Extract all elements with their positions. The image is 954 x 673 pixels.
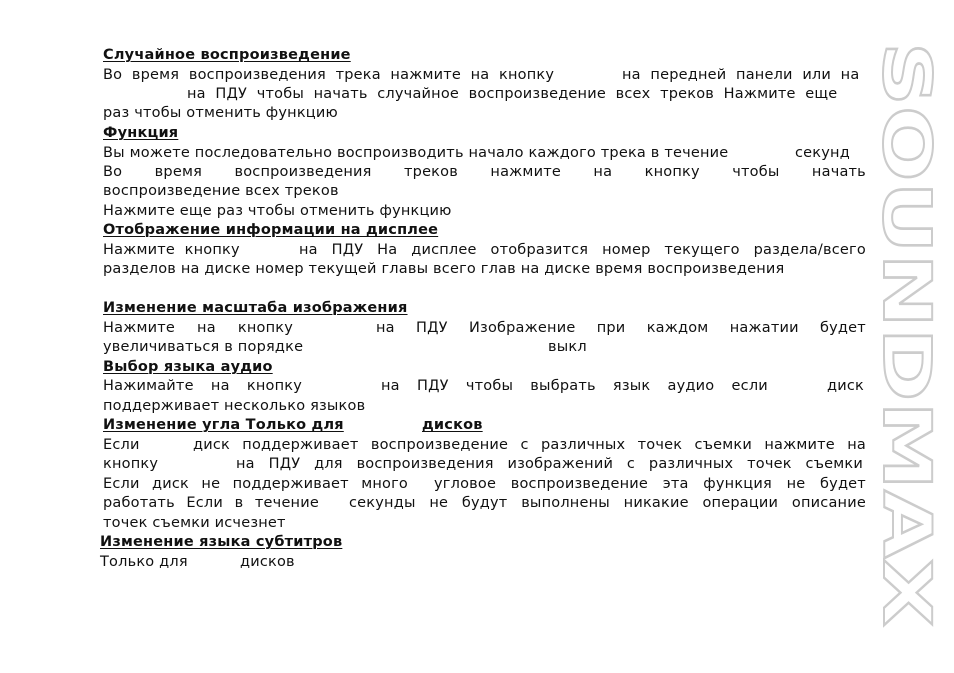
- word: язык: [612, 378, 651, 394]
- word: дисплее: [411, 242, 477, 258]
- word: нажатии: [729, 320, 799, 336]
- display-line-1-part-b: [299, 241, 866, 260]
- word: диск: [827, 378, 864, 394]
- word: диск: [152, 476, 190, 492]
- heading-random-playback: Случайное воспроизведение: [103, 47, 351, 63]
- word: Во: [103, 164, 123, 180]
- word: Нажмите: [103, 320, 175, 336]
- word: с: [520, 437, 529, 453]
- word: никакие: [623, 495, 689, 511]
- word: кнопку: [499, 67, 555, 83]
- word: операции: [702, 495, 779, 511]
- audio-line-1-part-c: [827, 377, 864, 396]
- audio-line-1-part-a: [103, 377, 302, 396]
- word: ПДУ: [268, 456, 301, 472]
- word: различных: [540, 437, 626, 453]
- word: точек: [637, 437, 683, 453]
- angle-line-4-part-a: [103, 494, 319, 513]
- subtitle-line-1-part-b: дисков: [240, 554, 295, 570]
- word: различных: [648, 456, 734, 472]
- brand-logo: [868, 42, 945, 627]
- word: кнопку: [184, 242, 240, 258]
- zoom-line-2-part-b: выкл: [548, 339, 587, 355]
- word: Нажимайте: [103, 378, 194, 394]
- word: аудио: [667, 378, 715, 394]
- brand-logo-text: SOUNDMAX: [868, 42, 945, 477]
- intro-line-3: воспроизведение всех треков: [103, 183, 339, 199]
- word: начать: [313, 86, 368, 102]
- word: всех: [615, 86, 651, 102]
- word: номер: [602, 242, 651, 258]
- angle-line-3-part-b: [434, 475, 866, 494]
- word: ПДУ: [416, 378, 449, 394]
- word: на: [299, 242, 318, 258]
- word: воспроизведения: [188, 67, 326, 83]
- word: выбрать: [530, 378, 596, 394]
- word: ПДУ: [215, 86, 248, 102]
- word: чтобы: [256, 86, 304, 102]
- word: На: [377, 242, 398, 258]
- angle-line-2-part-a: [103, 455, 158, 474]
- random-line-2-text: [187, 85, 837, 104]
- word: Нажмите: [723, 86, 796, 102]
- word: нажмите: [490, 164, 561, 180]
- word: воспроизведения: [234, 164, 372, 180]
- word: съемки: [805, 456, 863, 472]
- word: при: [596, 320, 626, 336]
- angle-line-4-part-b: [349, 494, 866, 513]
- heading-audio-language: Выбор языка аудио: [103, 359, 273, 375]
- angle-line-1-part-b: [193, 436, 866, 455]
- word: будут: [461, 495, 508, 511]
- word: с: [626, 456, 636, 472]
- word: поддерживает: [232, 476, 349, 492]
- word: время: [154, 164, 203, 180]
- word: трека: [335, 67, 381, 83]
- word: выполнены: [521, 495, 610, 511]
- word: диск: [193, 437, 230, 453]
- heading-angle: [103, 416, 866, 435]
- word: Если: [186, 495, 224, 511]
- word: на: [376, 320, 395, 336]
- angle-line-5: точек съемки исчезнет: [103, 515, 286, 531]
- word: на: [381, 378, 400, 394]
- word: на: [187, 86, 206, 102]
- word: чтобы: [732, 164, 780, 180]
- word: воспроизведение: [468, 86, 606, 102]
- word: на: [847, 437, 866, 453]
- word: каждом: [646, 320, 709, 336]
- word: работать: [103, 495, 175, 511]
- intro-line-1-part-b: секунд: [795, 145, 850, 161]
- zoom-line-1-part-b: [376, 319, 866, 338]
- word: угловое: [434, 476, 497, 492]
- word: функция: [703, 476, 772, 492]
- word: не: [201, 476, 221, 492]
- word: еще: [805, 86, 838, 102]
- word: нажмите: [390, 67, 461, 83]
- audio-line-2: поддерживает несколько языков: [103, 398, 366, 414]
- word: раздела/всего: [753, 242, 866, 258]
- intro-line-4: Нажмите еще раз чтобы отменить функцию: [103, 203, 452, 219]
- zoom-line-2-part-a: увеличиваться в порядке: [103, 339, 304, 355]
- word: эта: [662, 476, 689, 492]
- word: кнопку: [237, 320, 293, 336]
- word: точек: [747, 456, 792, 472]
- word: на: [840, 67, 860, 83]
- word: на: [622, 67, 641, 83]
- word: много: [361, 476, 408, 492]
- audio-line-1-part-b: [381, 377, 768, 396]
- display-line-2: разделов на диске номер текущей главы всего глав на диске время воспроизведения: [103, 261, 785, 277]
- heading-intro-text: Функция: [103, 125, 179, 141]
- heading-angle-part-b: дисков: [422, 417, 483, 433]
- word: передней: [650, 67, 727, 83]
- word: начать: [811, 164, 866, 180]
- word: если: [731, 378, 768, 394]
- heading-display-info: Отображение информации на дисплее: [103, 222, 439, 238]
- angle-line-2-part-b: [236, 455, 863, 474]
- word: ПДУ: [416, 320, 448, 336]
- word: на: [210, 378, 230, 394]
- random-line-3: раз чтобы отменить функцию: [103, 105, 338, 121]
- word: Изображение: [468, 320, 576, 336]
- word: треков: [404, 164, 458, 180]
- word: изображений: [507, 456, 614, 472]
- subtitle-line-1-part-a: Только для: [100, 554, 188, 570]
- heading-zoom: Изменение масштаба изображения: [103, 300, 408, 316]
- word: на: [470, 67, 490, 83]
- word: Во: [103, 67, 123, 83]
- word: секунды: [349, 495, 416, 511]
- zoom-line-1-part-a: [103, 319, 293, 338]
- word: Если: [103, 476, 140, 492]
- word: кнопку: [103, 456, 159, 472]
- word: не: [786, 476, 806, 492]
- display-line-1-part-a: [103, 241, 240, 260]
- intro-line-2: [103, 163, 866, 182]
- word: треков: [660, 86, 715, 102]
- random-line-1-part-a: [103, 66, 554, 85]
- word: в: [234, 495, 244, 511]
- word: нажмите: [764, 437, 835, 453]
- word: время: [131, 67, 180, 83]
- word: описание: [791, 495, 866, 511]
- random-line-1-part-b: [622, 66, 859, 85]
- word: поддерживает: [242, 437, 359, 453]
- word: текущего: [664, 242, 740, 258]
- word: будет: [820, 476, 866, 492]
- word: или: [802, 67, 832, 83]
- word: кнопку: [246, 378, 302, 394]
- word: Нажмите: [103, 242, 175, 258]
- angle-line-1-part-a: [103, 436, 140, 455]
- word: ПДУ: [331, 242, 364, 258]
- heading-intro: [103, 124, 866, 143]
- word: панели: [736, 67, 793, 83]
- word: отобразится: [490, 242, 589, 258]
- heading-angle-text-a: Изменение угла Только для: [103, 417, 344, 433]
- word: на: [593, 164, 613, 180]
- word: съемки: [694, 437, 753, 453]
- word: воспроизведения: [356, 456, 494, 472]
- angle-line-3-part-a: [103, 475, 408, 494]
- word: на: [197, 320, 216, 336]
- word: не: [429, 495, 449, 511]
- intro-line-1-part-a: Вы можете последовательно воспроизводить начало каждого трека в течение: [103, 145, 729, 161]
- word: будет: [820, 320, 866, 336]
- word: на: [236, 456, 255, 472]
- word: воспроизведение: [370, 437, 509, 453]
- word: кнопку: [644, 164, 700, 180]
- word: течение: [254, 495, 319, 511]
- heading-subtitle-language: Изменение языка субтитров: [100, 534, 343, 550]
- word: чтобы: [465, 378, 514, 394]
- word: воспроизведение: [510, 476, 649, 492]
- word: Если: [103, 437, 140, 453]
- word: случайное: [377, 86, 460, 102]
- word: для: [314, 456, 343, 472]
